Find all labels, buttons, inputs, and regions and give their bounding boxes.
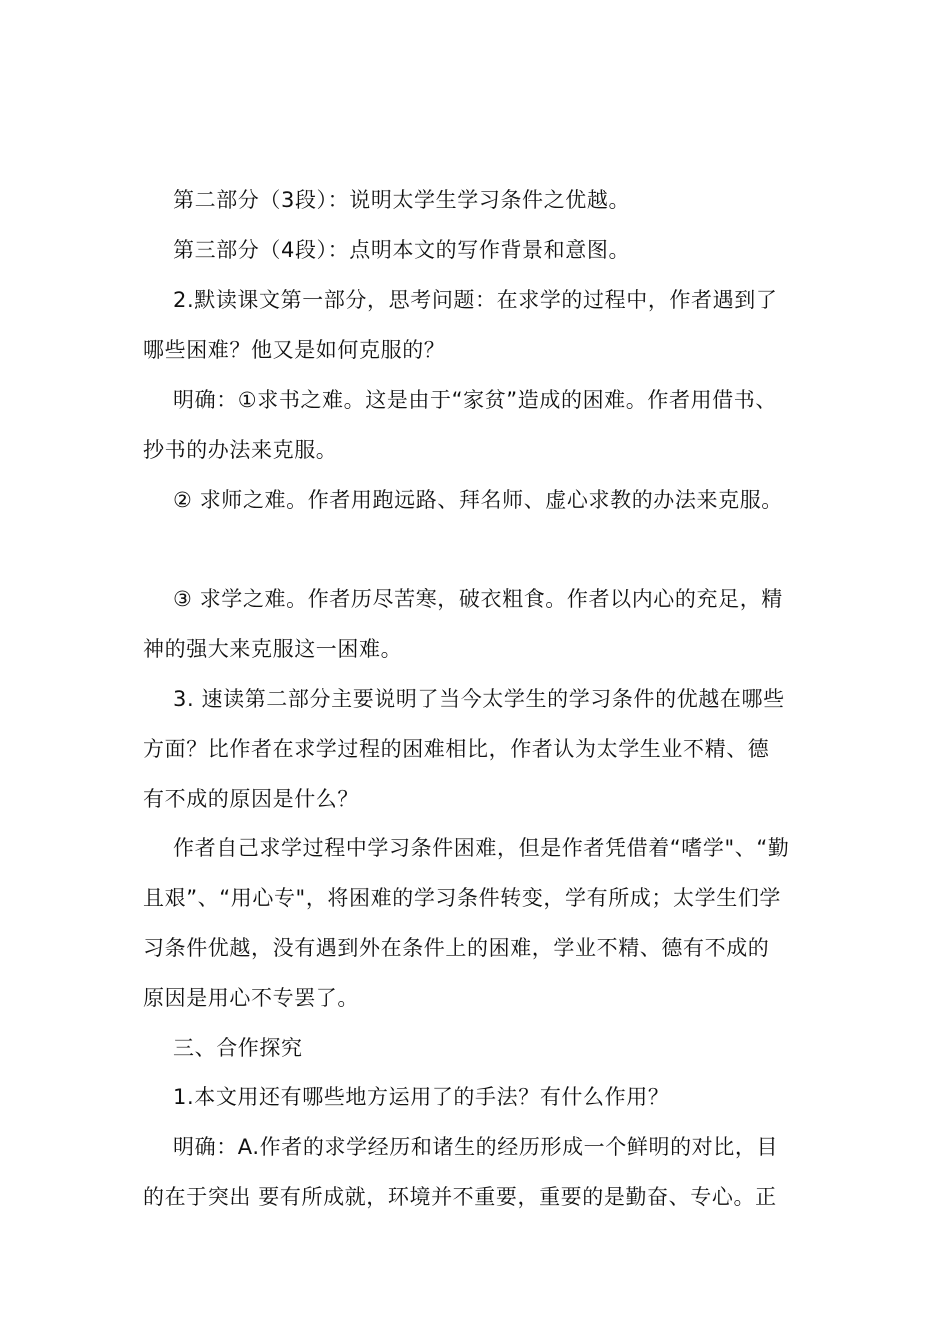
paragraph-line: 明确：A.作者的求学经历和诸生的经历形成一个鲜明的对比，目 [173, 1135, 779, 1159]
paragraph-line: 2.默读课文第一部分，思考问题：在求学的过程中，作者遇到了 [173, 288, 778, 312]
paragraph-line: 1.本文用还有哪些地方运用了的手法？有什么作用？ [173, 1085, 670, 1109]
section-heading: 三、合作探究 [173, 1036, 303, 1060]
paragraph-line: ③ 求学之难。作者历尽苦寒，破衣粗食。作者以内心的充足，精 [173, 587, 783, 611]
paragraph-line: 且艰”、“用心专"，将困难的学习条件转变，学有所成；太学生们学 [143, 886, 782, 910]
paragraph-line: 的在于突出 要有所成就，环境并不重要，重要的是勤奋、专心。正 [143, 1185, 777, 1209]
paragraph-line: 方面？比作者在求学过程的困难相比，作者认为太学生业不精、德 [143, 737, 770, 761]
paragraph-line: 作者自己求学过程中学习条件困难，但是作者凭借着“嗜学"、“勤 [173, 836, 790, 860]
paragraph-line: 3. 速读第二部分主要说明了当今太学生的学习条件的优越在哪些 [173, 687, 785, 711]
paragraph-line: 哪些困难？他又是如何克服的？ [143, 338, 446, 362]
paragraph-line: 原因是用心不专罢了。 [143, 986, 359, 1010]
paragraph-line: 习条件优越，没有遇到外在条件上的困难，学业不精、德有不成的 [143, 936, 770, 960]
paragraph-line: 抄书的办法来克服。 [143, 438, 338, 462]
paragraph-line: 有不成的原因是什么？ [143, 787, 359, 811]
paragraph-line: 第三部分（4段）：点明本文的写作背景和意图。 [173, 238, 631, 262]
paragraph-line: 明确：①求书之难。这是由于“家贫”造成的困难。作者用借书、 [173, 388, 777, 412]
paragraph-line: ② 求师之难。作者用跑远路、拜名师、虚心求教的办法来克服。 [173, 488, 783, 512]
paragraph-line: 第二部分（3段）：说明太学生学习条件之优越。 [173, 188, 631, 212]
paragraph-line: 神的强大来克服这一困难。 [143, 637, 403, 661]
